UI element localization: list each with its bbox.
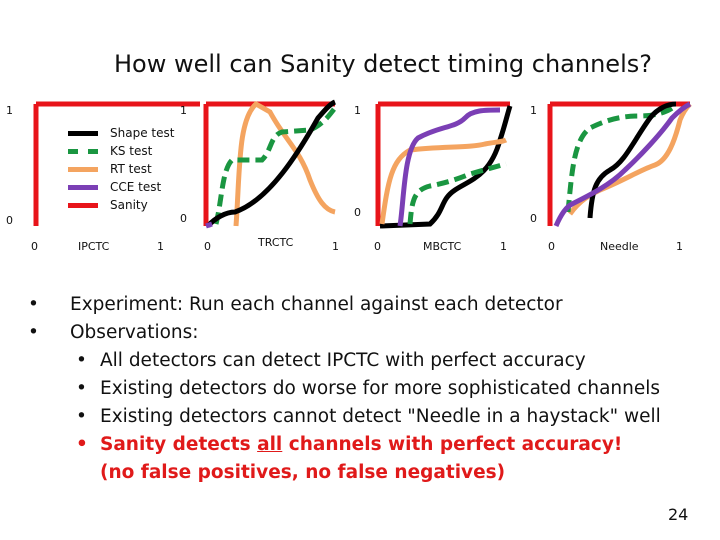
legend-swatch <box>68 131 98 136</box>
sub-bullet-text: All detectors can detect IPCTC with perfect accuracy <box>100 350 586 371</box>
bullet-dot: • <box>76 350 87 371</box>
chart-ipctc-x0-label: 0 <box>31 240 38 253</box>
chart-needle-x1-label: 1 <box>676 240 683 253</box>
legend-swatch <box>68 167 98 172</box>
chart-mbctc <box>378 104 510 226</box>
legend-item-shape <box>68 124 174 142</box>
sub-bullet-item-highlight <box>76 431 661 459</box>
legend-label: CCE test <box>110 180 162 194</box>
chart-mbctc-x0-label: 0 <box>374 240 381 253</box>
legend-label: RT test <box>110 162 152 176</box>
chart-trctc-y1-label: 1 <box>180 104 187 117</box>
chart-needle-y0-label: 0 <box>530 212 537 225</box>
chart-trctc-name: TRCTC <box>258 236 294 249</box>
highlight-underlined: all <box>257 434 283 455</box>
legend-item-cce <box>68 178 174 196</box>
page-number: 24 <box>668 505 689 524</box>
slide-title: How well can Sanity detect timing channels? <box>114 50 652 78</box>
highlight-part-2: channels with perfect accuracy! <box>282 434 623 455</box>
legend-label: Sanity <box>110 198 148 212</box>
sub-bullet-text-highlight <box>100 431 622 459</box>
chart-trctc-x0-label: 0 <box>204 240 211 253</box>
cce-curve-trctc <box>206 224 212 226</box>
chart-trctc-x1-label: 1 <box>332 240 339 253</box>
bullet-dot: • <box>76 378 87 399</box>
bullet-text-experiment: Experiment: Run each channel against each detector <box>70 294 563 315</box>
legend <box>68 124 174 214</box>
chart-ipctc-name: IPCTC <box>78 240 110 253</box>
bullet-dot: • <box>28 322 39 343</box>
legend-label: Shape test <box>110 126 175 140</box>
chart-needle-x0-label: 0 <box>548 240 555 253</box>
sub-bullet-text: Existing detectors do worse for more sophisticated channels <box>100 378 661 399</box>
chart-needle <box>550 104 690 226</box>
chart-needle-y1-label: 1 <box>530 104 537 117</box>
chart-mbctc-x1-label: 1 <box>500 240 507 253</box>
legend-item-ks <box>68 142 174 160</box>
sub-bullet-item <box>76 403 661 431</box>
bullet-item <box>28 319 661 347</box>
chart-mbctc-y0-label: 0 <box>354 206 361 219</box>
legend-item-rt <box>68 160 174 178</box>
legend-swatch <box>68 203 98 208</box>
sub-bullet-item <box>76 347 661 375</box>
chart-ipctc-y1-label: 1 <box>6 104 13 117</box>
highlight-continuation: (no false positives, no false negatives) <box>100 462 506 483</box>
sub-bullet-item <box>76 375 661 403</box>
bullet-text-observations: Observations: <box>70 322 199 343</box>
legend-item-sanity <box>68 196 174 214</box>
chart-ipctc-x1-label: 1 <box>157 240 164 253</box>
chart-mbctc-name: MBCTC <box>423 240 462 253</box>
chart-trctc <box>206 102 335 226</box>
legend-swatch <box>68 149 98 154</box>
legend-label: KS test <box>110 144 153 158</box>
legend-swatch <box>68 185 98 190</box>
highlight-part-1: Sanity detects <box>100 434 258 455</box>
bullet-item <box>28 291 661 319</box>
chart-trctc-y0-label: 0 <box>180 212 187 225</box>
bullet-dot: • <box>76 434 88 455</box>
ks-curve-mbctc <box>410 164 506 224</box>
chart-needle-name: Needle <box>600 240 639 253</box>
bullet-dot: • <box>28 294 39 315</box>
chart-ipctc-y0-label: 0 <box>6 214 13 227</box>
bullet-list <box>28 291 661 487</box>
chart-mbctc-y1-label: 1 <box>354 104 361 117</box>
sub-bullet-text: Existing detectors cannot detect "Needle in a haystack" well <box>100 406 661 427</box>
bullet-dot: • <box>76 406 87 427</box>
